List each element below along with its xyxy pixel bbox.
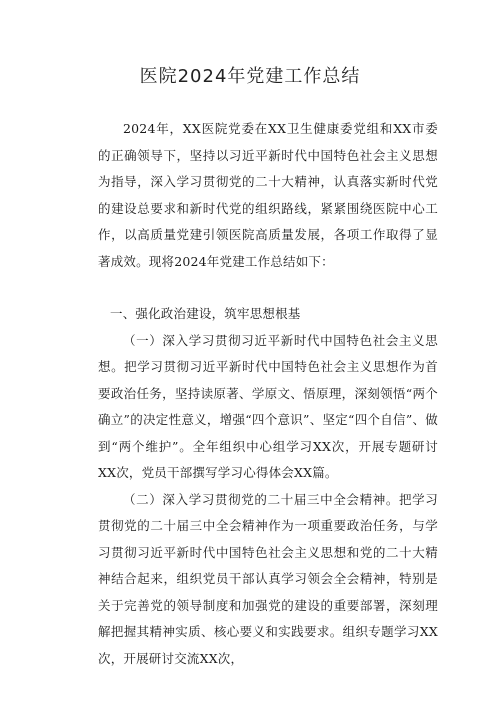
- document-body: [98, 116, 438, 672]
- document-title: 医院2024年党建工作总结: [139, 66, 361, 87]
- subsection-1-paragraph: （一）深入学习贯彻习近平新时代中国特色社会主义思想。把学习贯彻习近平新时代中国特色社会主义思想作为首要政治任务，坚持读原著、学原文、悟原理，深刻领悟“两个确立”的决定性意义，增强“四个意识”、坚定“四个自信”、做到“两个维护”。全年组织中心组学习XX次，开展专题研讨XX次，党员干部撰写学习心得体会XX篇。: [98, 332, 438, 480]
- subsection-2-paragraph: （二）深入学习贯彻党的二十届三中全会精神。把学习贯彻党的二十届三中全会精神作为一项重要政治任务，与学习贯彻习近平新时代中国特色社会主义思想和党的二十大精神结合起来，组织党员干部认真学习领会全会精神，特别是关于完善党的领导制度和加强党的建设的重要部署，深刻理解把握其精神实质、核心要义和实践要求。组织专题学习XX次，开展研讨交流XX次，: [98, 491, 438, 666]
- intro-paragraph: 2024年，XX医院党委在XX卫生健康委党组和XX市委的正确领导下，坚持以习近平新时代中国特色社会主义思想为指导，深入学习贯彻党的二十大精神，认真落实新时代党的建设总要求和新时代党的组织路线，紧紧围绕医院中心工作，以高质量党建引领医院高质量发展，各项工作取得了显著成效。现将2024年党建工作总结如下：: [98, 121, 438, 269]
- paragraph-spacer: [98, 275, 438, 301]
- section-heading-1: 一、强化政治建设，筑牢思想根基: [110, 306, 301, 321]
